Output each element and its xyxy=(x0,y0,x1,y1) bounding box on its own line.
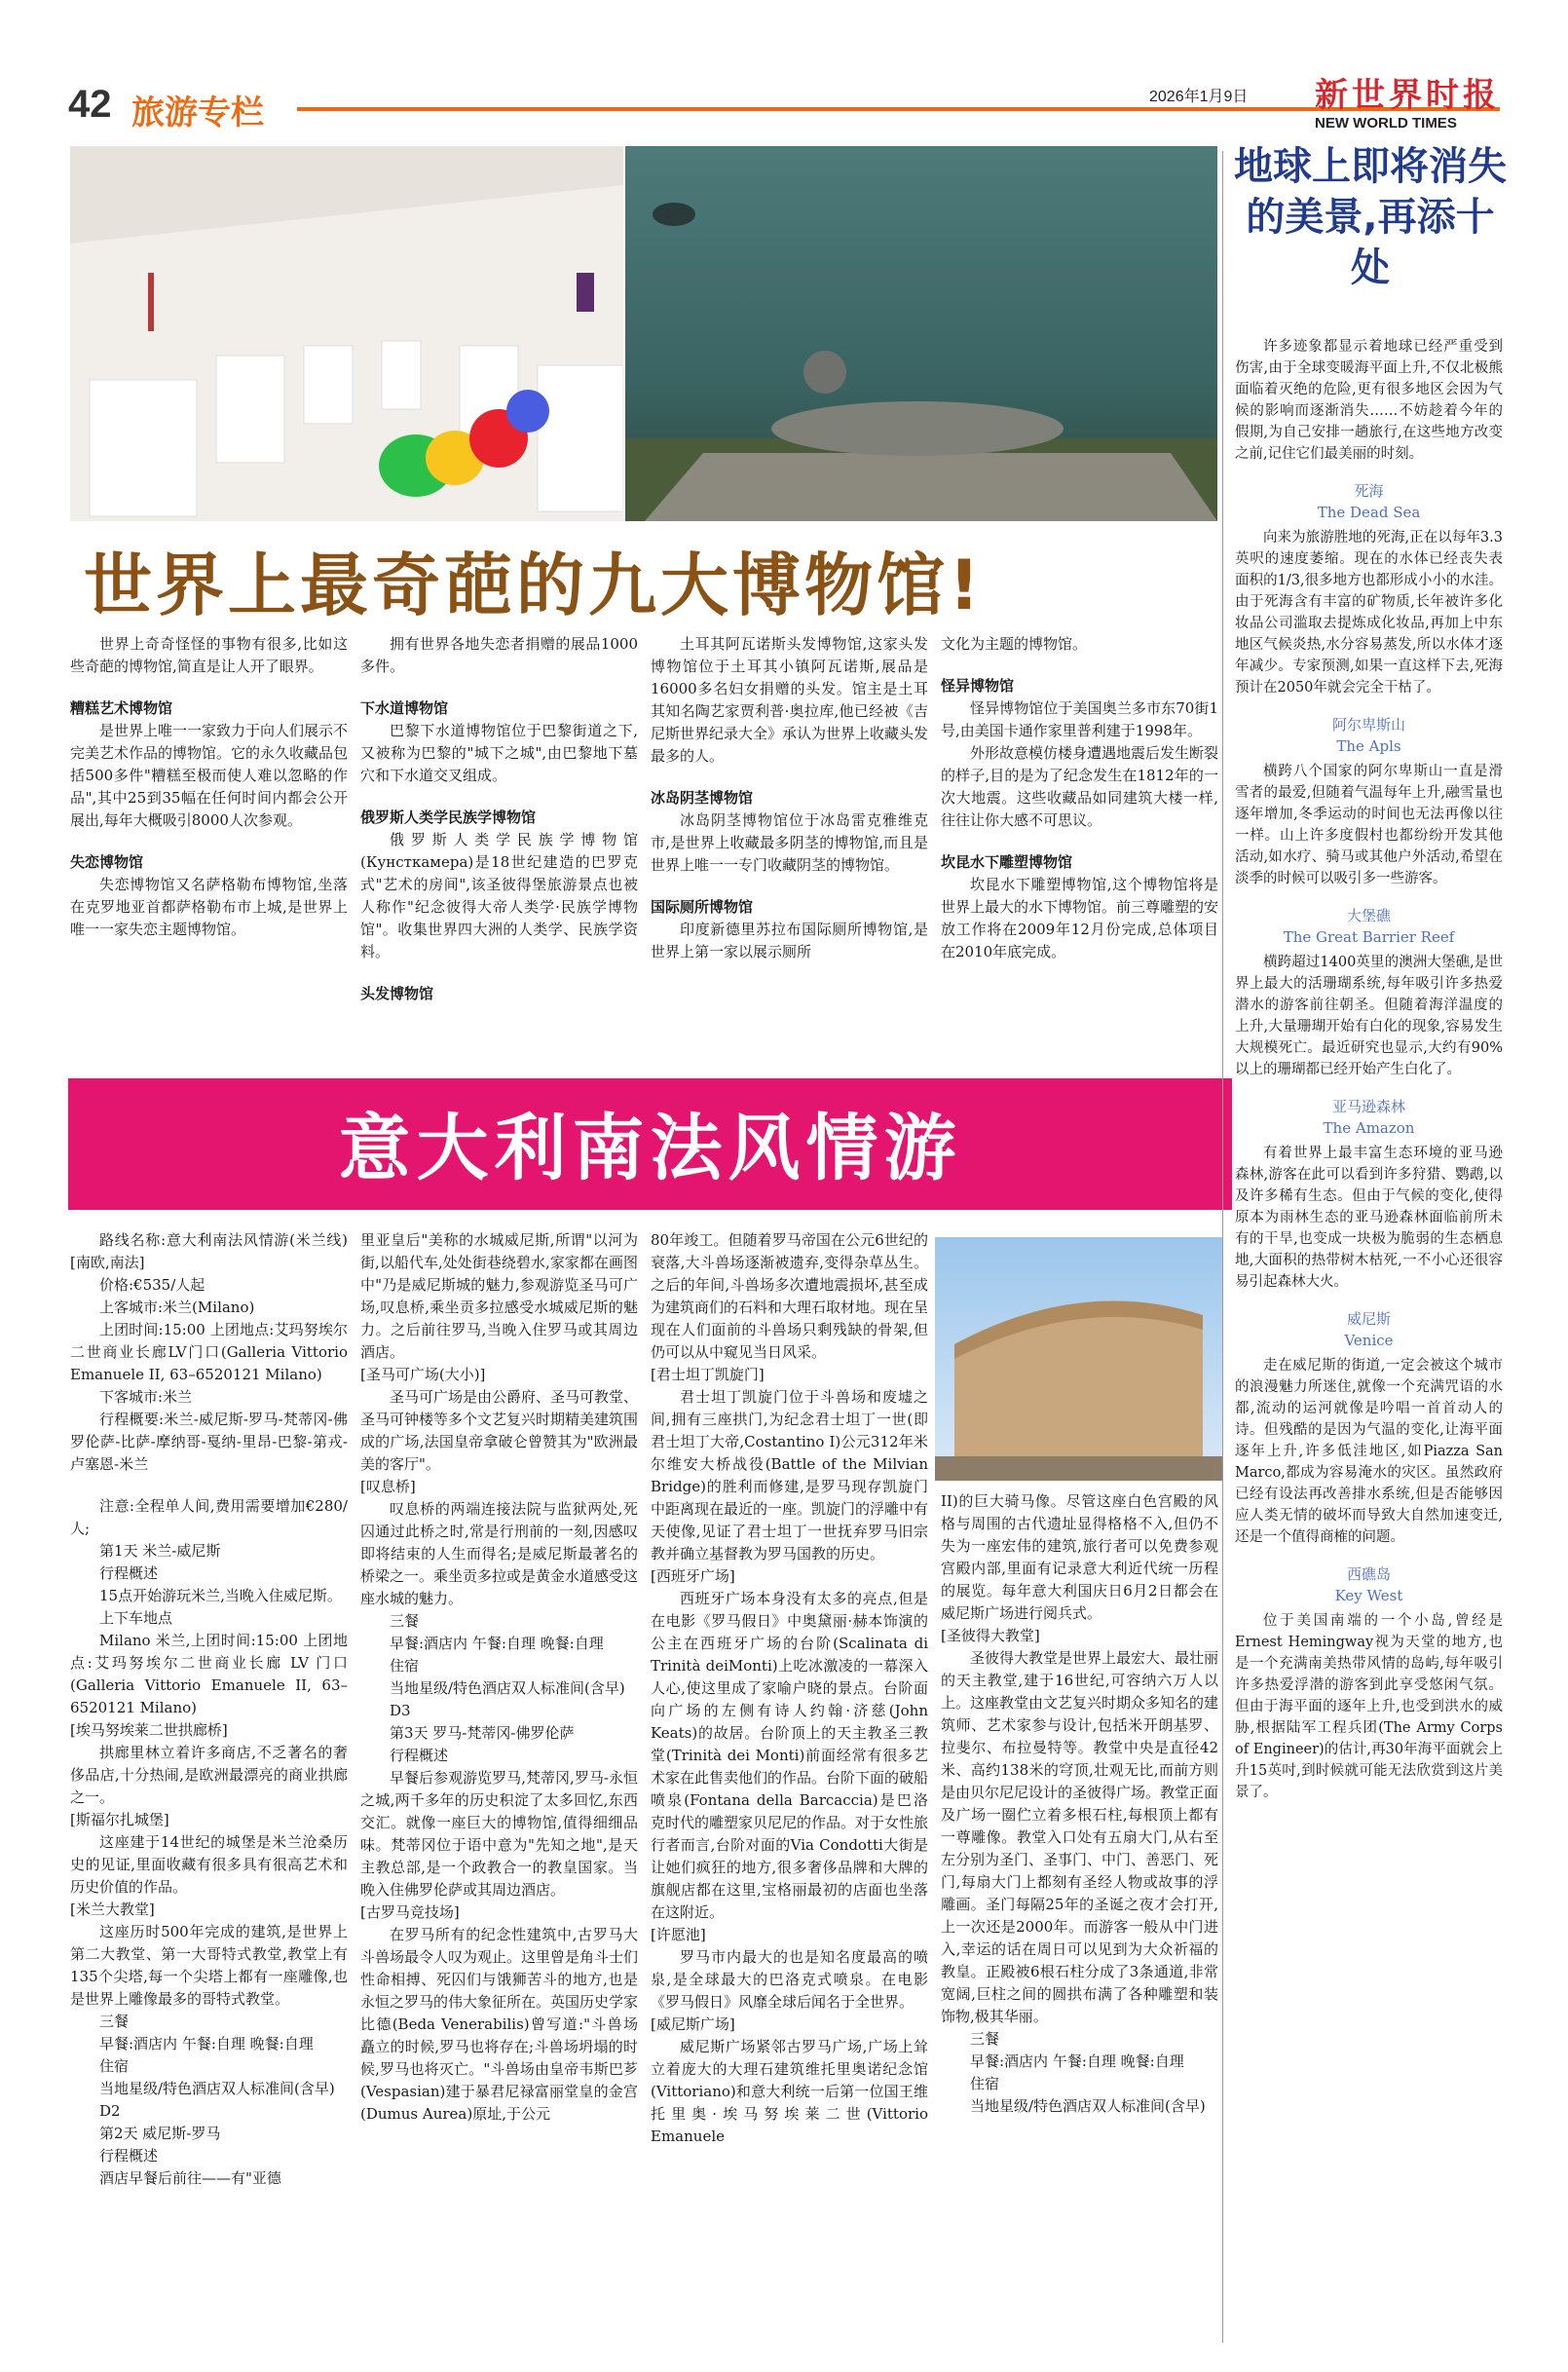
place-name-en: Venice xyxy=(1344,1332,1394,1349)
sidebar-item xyxy=(1235,1563,1503,1803)
italy-line: 君士坦丁凯旋门位于斗兽场和废墟之间,拥有三座拱门,为纪念君士坦丁一世(即君士坦丁大帝,Costantino I)公元312年米尔维安大桥战役(Battle of the Milvian Bridge)的胜利而修建,是罗马现存凯旋门中距离现在最近的一座。凯旋门的浮雕中有天使像,见证了君士坦丁一世抚弃罗马旧宗教并确立基督教为罗马国教的历史。 xyxy=(651,1388,929,1563)
museum-text: 土耳其阿瓦诺斯头发博物馆,这家头发博物馆位于土耳其小镇阿瓦诺斯,展品是16000多名妇女捐赠的头发。馆主是土耳其知名陶艺家贾利普·奥拉库,他已经被《吉尼斯世界纪录大全》承认为世界上收藏头发最多的人。 xyxy=(651,635,929,765)
place-name-cn: 威尼斯 xyxy=(1346,1310,1391,1328)
italy-line: 三餐 xyxy=(99,2013,130,2030)
italy-line: 行程概述 xyxy=(99,1564,159,1582)
italy-line: 威尼斯广场紧邻古罗马广场,广场上耸立着庞大的大理石建筑维托里奥诺纪念馆(Vittoriano)和意大利统一后第一位国王维托里奥·埃马努埃莱二世(Vittorio Emanuele xyxy=(651,2038,928,2145)
underwater-sculpture-photo xyxy=(625,146,1217,521)
italy-line: 第2天 威尼斯-罗马 xyxy=(99,2125,221,2142)
museum-heading: 坎昆水下雕塑博物馆 xyxy=(941,853,1073,871)
sidebar-item xyxy=(1235,1096,1503,1293)
italy-line: [埃马努埃莱二世拱廊桥] xyxy=(70,1721,228,1739)
italy-line: 当地星级/特色酒店双人标准间(含早) xyxy=(970,2097,1206,2115)
museums-column-1 xyxy=(70,633,348,941)
italy-line: 住宿 xyxy=(390,1657,420,1675)
museum-text: 巴黎下水道博物馆位于巴黎街道之下,又被称为巴黎的"城下之城",由巴黎地下墓穴和下水道交叉组成。 xyxy=(360,722,638,784)
italy-line: 行程概述 xyxy=(99,2147,159,2165)
place-name-en: The Great Barrier Reef xyxy=(1283,928,1455,946)
place-name-cn: 大堡礁 xyxy=(1346,907,1391,924)
italy-line: 80年竣工。但随着罗马帝国在公元6世纪的衰落,大斗兽场逐渐被遗弃,变得杂草丛生。之后的年间,斗兽场多次遭地震损坏,甚至成为建筑商们的石料和大理石取材地。现在呈现在人们面前的斗兽场只剩残缺的骨架,但仍可以从中窥见当日风采。 xyxy=(651,1231,929,1361)
museum-heading: 下水道博物馆 xyxy=(360,699,449,717)
italy-line: 当地星级/特色酒店双人标准间(含早) xyxy=(99,2080,335,2097)
italy-line: 这座历时500年完成的建筑,是世界上第二大教堂、第一大哥特式教堂,教堂上有135个尖塔,每一个尖塔上都有一座雕像,也是世界上雕像最多的哥特式教堂。 xyxy=(70,1923,348,2008)
italy-line: 西班牙广场本身没有太多的亮点,但是在电影《罗马假日》中奥黛丽·赫本饰演的公主在西班牙广场的台阶(Scalinata di Trinità deiMonti)上吃冰激凌的一幕深入人心,使这里成了家喻户晓的景点。台阶面向广场的左侧有诗人约翰·济慈(John Keats)的故居。台阶顶上的天主教圣三教堂(Trinità dei Monti)前面经常有很多艺术家在此售卖他们的作品。台阶下面的破船喷泉(Fontana della Barcaccia)是巴洛克时代的雕塑家贝尼尼的作品。对于女性旅行者而言,台阶对面的Via Condotti大街是让她们疯狂的地方,很多奢侈品牌和大牌的旗舰店都在这里,宝格丽最初的店面也坐落在这附近。 xyxy=(651,1590,929,1921)
place-name-cn: 死海 xyxy=(1354,482,1384,500)
museums-column-2 xyxy=(360,633,638,1005)
sidebar-item xyxy=(1235,480,1503,698)
museum-heading: 怪异博物馆 xyxy=(941,677,1015,695)
place-text: 向来为旅游胜地的死海,正在以每年3.3英呎的速度萎缩。现在的水体已经丧失表面积的1/3,很多地方也都形成小小的水洼。由于死海含有丰富的矿物质,长年被许多化妆品公司滥取去提炼成化妆品,再加上中东地区气候炎热,水分容易蒸发,所以水体才逐年减少。专家预测,如果一直这样下去,死海预计在2050年就会完全干枯了。 xyxy=(1235,530,1503,696)
museum-text: 外形故意模仿楼身遭遇地震后发生断裂的样子,目的是为了纪念发生在1812年的一次大地震。这些收藏品如同建筑大楼一样,往往让你大感不可思议。 xyxy=(941,744,1219,829)
museum-heading: 糟糕艺术博物馆 xyxy=(70,699,173,717)
museums-headline: 世界上最奇葩的九大博物馆! xyxy=(84,546,984,625)
italy-line: 拱廊里林立着许多商店,不乏著名的奢侈品店,十分热闹,是欧洲最漂亮的商业拱廊之一。 xyxy=(70,1744,348,1806)
place-name-cn: 亚马逊森林 xyxy=(1331,1098,1405,1115)
sidebar-item xyxy=(1235,905,1503,1080)
italy-line: 圣彼得大教堂是世界上最宏大、最壮丽的天主教堂,建于16世纪,可容纳六万人以上。这座教堂由文艺复兴时期众多知名的建筑师、艺术家参与设计,包括米开朗基罗、拉斐尔、布拉曼特等。教堂中央是直径42米、高约138米的穹顶,壮观无比,而前方则是由贝尔尼尼设计的圣彼得广场。教堂正面及广场一圈伫立着多根石柱,每根顶上都有一尊雕像。教堂入口处有五扇大门,从右至左分别为圣门、圣事门、中门、善恶门、死门,每扇大门上都刻有圣经人物或故事的浮雕画。圣门每隔25年的圣诞之夜才会打开,上一次还是2000年。而游客一般从中门进入,幸运的话在周日可以见到为大众祈福的教皇。正殿被6根石柱分成了3条通道,非常宽阔,巨柱之间的圆拱布满了各种雕塑和装饰物,极其华丽。 xyxy=(941,1649,1219,2025)
italy-line: [君士坦丁凯旋门] xyxy=(651,1366,765,1383)
section-title: 旅游专栏 xyxy=(131,94,264,132)
italy-column-2 xyxy=(360,1229,638,2126)
museum-heading: 冰岛阴茎博物馆 xyxy=(651,789,754,807)
museum-heading: 俄罗斯人类学民族学博物馆 xyxy=(360,809,537,826)
italy-line: 圣马可广场是由公爵府、圣马可教堂、圣马可钟楼等多个文艺复兴时期精美建筑围成的广场,法国皇帝拿破仑曾赞其为"欧洲最美的客厅"。 xyxy=(360,1388,639,1473)
italy-line: 三餐 xyxy=(390,1612,420,1630)
italy-line: 在罗马所有的纪念性建筑中,古罗马大斗兽场最令人叹为观止。这里曾是角斗士们性命相搏、死囚们与饿狮苦斗的地方,也是永恒之罗马的伟大象征所在。英国历史学家比德(Beda Venerabilis)曾写道:"斗兽场矗立的时候,罗马也将存在;斗兽场坍塌的时候,罗马也将灭亡。"斗兽场由皇帝韦斯巴芗(Vespasian)建于暴君尼禄富丽堂皇的金宫(Dumus Aurea)原址,于公元 xyxy=(360,1926,639,2123)
museum-heading: 头发博物馆 xyxy=(360,985,434,1002)
italy-line: 15点开始游玩米兰,当晚入住威尼斯。 xyxy=(99,1587,342,1604)
sidebar-column xyxy=(1235,336,1503,1803)
place-text: 有着世界上最丰富生态环境的亚马逊森林,游客在此可以看到许多狩猎、鹦鹉,以及许多稀有生态。但由于气候的变化,使得原本为雨林生态的亚马逊森林面临前所未有的干旱,也变成一块极为脆弱的生态栖息地,大面积的热带树木枯死,一不小心还很容易引起森林大火。 xyxy=(1235,1146,1503,1290)
italy-line: 第1天 米兰-威尼斯 xyxy=(99,1542,221,1560)
italy-line: 第3天 罗马-梵蒂冈-佛罗伦萨 xyxy=(390,1724,575,1742)
place-text: 位于美国南端的一个小岛,曾经是Ernest Hemingway视为天堂的地方,也是一个充满南美热带风情的岛屿,每年吸引许多热爱浮潜的游客到此享受悠闲气氛。但由于海平面的逐年上升,也受到洪水的威胁,根据陆军工程兵团(The Army Corps of Engineer)的估计,再30年海平面就会上升15英吋,到时候就可能无法欣赏到这片美景了。 xyxy=(1235,1613,1503,1800)
italy-line: [西班牙广场] xyxy=(651,1567,735,1585)
italy-column-3 xyxy=(651,1229,928,2148)
italy-line: 行程概要:米兰-威尼斯-罗马-梵蒂冈-佛罗伦萨-比萨-摩纳哥-戛纳-里昂-巴黎-第戎-卢塞恩-米兰 xyxy=(70,1411,348,1473)
italy-column-4 xyxy=(941,1490,1218,2118)
issue-date: 2026年1月9日 xyxy=(1149,89,1249,105)
sidebar-headline: 地球上即将消失的美景,再添十处 xyxy=(1234,144,1507,290)
museum-text: 冰岛阴茎博物馆位于冰岛雷克雅维克市,是世界上收藏最多阴茎的博物馆,而且是世界上唯一一专门收藏阴茎的博物馆。 xyxy=(651,811,928,874)
museum-heading: 失恋博物馆 xyxy=(70,853,144,871)
italy-headline: 意大利南法风情游 xyxy=(338,1107,962,1190)
colosseum-photo xyxy=(935,1237,1222,1481)
museum-text: 坎昆水下雕塑博物馆,这个博物馆将是世界上最大的水下博物馆。前三尊雕塑的安放工作将在2009年12月份完成,总体项目在2010年底完成。 xyxy=(941,876,1219,960)
museums-column-3 xyxy=(651,633,928,963)
museum-text: 俄罗斯人类学民族学博物馆(Кунсткамера)是18世纪建造的巴罗克式"艺术的房间",该圣彼得堡旅游景点也被人称作"纪念彼得大帝人类学·民族学博物馆"。收集世界四大洲的人类学、民族学资料。 xyxy=(360,831,638,960)
place-name-en: The Dead Sea xyxy=(1317,504,1421,521)
italy-line: [叹息桥] xyxy=(360,1478,416,1495)
italy-line: 上下车地点 xyxy=(99,1609,173,1627)
italy-line: 路线名称:意大利南法风情游(米兰线)[南欧,南法] xyxy=(70,1231,348,1271)
italy-line: [圣彼得大教堂] xyxy=(941,1627,1040,1644)
italy-line: 早餐:酒店内 午餐:自理 晚餐:自理 xyxy=(99,2035,314,2052)
italy-line: 里亚皇后"美称的水城威尼斯,所谓"以河为街,以船代车,处处街巷绕碧水,家家都在画图中"乃是威尼斯城的魅力,参观游览圣马可广场,叹息桥,乘坐贡多拉感受水城威尼斯的魅力。之后前往罗马,当晚入住罗马或其周边酒店。 xyxy=(360,1231,638,1361)
masthead-logo: 新世界时报 xyxy=(1315,76,1500,115)
italy-line: 这座建于14世纪的城堡是米兰沧桑历史的见证,里面收藏有很多具有很高艺术和历史价值的作品。 xyxy=(70,1833,348,1896)
museum-text: 印度新德里苏拉布国际厕所博物馆,是世界上第一家以展示厕所 xyxy=(651,921,928,960)
italy-line: 下客城市:米兰 xyxy=(99,1388,193,1406)
museums-column-4 xyxy=(941,633,1218,963)
italy-line: [许愿池] xyxy=(651,1926,706,1943)
museum-text: 失恋博物馆又名萨格勒布博物馆,坐落在克罗地亚首都萨格勒布市上城,是世界上唯一一家失恋主题博物馆。 xyxy=(70,876,348,938)
place-text: 横跨超过1400英里的澳洲大堡礁,是世界上最大的活珊瑚系统,每年吸引许多热爱潜水的游客前往朝圣。但随着海洋温度的上升,大量珊瑚开始有白化的现象,容易发生大规模死亡。最近研究也显示,大约有90%以上的珊瑚都已经开始产生白化了。 xyxy=(1235,955,1503,1077)
italy-line: 住宿 xyxy=(970,2075,1000,2092)
museums-intro: 世界上奇奇怪怪的事物有很多,比如这些奇葩的博物馆,简直是让人开了眼界。 xyxy=(70,635,348,675)
italy-line: Milano 米兰,上团时间:15:00 上团地点:艾玛努埃尔二世商业长廊 LV 门口(Galleria Vittorio Emanuele II, 63–6520121 Milano) xyxy=(70,1632,348,1716)
place-name-en: Key West xyxy=(1334,1587,1403,1604)
museum-text: 文化为主题的博物馆。 xyxy=(941,635,1088,653)
italy-line: 早餐:酒店内 午餐:自理 晚餐:自理 xyxy=(390,1635,604,1652)
museum-text: 拥有世界各地失恋者捐赠的展品1000多件。 xyxy=(360,635,638,675)
museum-heading: 国际厕所博物馆 xyxy=(651,898,754,916)
place-text: 走在威尼斯的街道,一定会被这个城市的浪漫魅力所迷住,就像一个充满咒语的水都,流动的运河就像是吟唱一首首动人的诗。但残酷的是因为气温的变化,让海平面逐年上升,许多低洼地区,如Piazza San Marco,都成为容易淹水的灾区。虽然政府已经有设法再改善排水系统,但是否能够因应人类无情的破坏而导致大自然加速变迁,还是一个值得商榷的问题。 xyxy=(1235,1358,1503,1545)
italy-line: 行程概述 xyxy=(390,1747,449,1764)
italy-line: D2 xyxy=(99,2102,121,2120)
place-text: 横跨八个国家的阿尔卑斯山一直是滑雪者的最爱,但随着气温每年上升,融雪量也逐年增加,冬季运动的时间也无法再像以往一样。山上许多度假村也都纷纷开发其他活动,如水疗、骑马或其他户外活动,希望在淡季的时候可以吸引多一些游客。 xyxy=(1235,764,1503,886)
italy-column-1 xyxy=(70,1229,348,2190)
italy-line: 叹息桥的两端连接法院与监狱两处,死囚通过此桥之时,常是行刑前的一刻,因感叹即将结束的人生而得名;是威尼斯最著名的桥梁之一。乘坐贡多拉或是黄金水道感受这座水城的魅力。 xyxy=(360,1500,639,1607)
italy-line: 早餐后参观游览罗马,梵蒂冈,罗马-永恒之城,两千多年的历史积淀了太多回忆,东西交汇。就像一座巨大的博物馆,值得细细品味。梵蒂冈位于语中意为"先知之地",是天主教总部,是一个政教合一的教皇国家。当晚入住佛罗伦萨或其周边酒店。 xyxy=(360,1769,638,1899)
italy-line: [威尼斯广场] xyxy=(651,2015,735,2033)
museum-interior-photo xyxy=(70,146,623,521)
place-name-cn: 西礁岛 xyxy=(1346,1565,1391,1583)
sidebar-item xyxy=(1235,714,1503,889)
italy-line: [古罗马竞技场] xyxy=(360,1903,460,1921)
museum-text: 是世界上唯一一家致力于向人们展示不完美艺术作品的博物馆。它的永久收藏品包括500多件"糟糕至极而使人难以忽略的作品",其中25到35幅在任何时间内都会公开展出,每年大概吸引8000人次参观。 xyxy=(70,722,349,829)
italy-line: 罗马市内最大的也是知名度最高的喷泉,是全球最大的巴洛克式喷泉。在电影《罗马假日》风靡全球后闻名于全世界。 xyxy=(651,1948,928,2011)
italy-line: II)的巨大骑马像。尽管这座白色宫殿的风格与周围的古代遗址显得格格不入,但仍不失为一座宏伟的建筑,旅行者可以免费参观宫殿内部,里面有记录意大利近代统一历程的展览。每年意大利国庆日6月2日都会在威尼斯广场进行阅兵式。 xyxy=(941,1492,1218,1622)
place-name-en: The Amazon xyxy=(1323,1119,1415,1137)
italy-line: 当地星级/特色酒店双人标准间(含早) xyxy=(390,1679,625,1697)
italy-line: 上团时间:15:00 上团地点:艾玛努埃尔二世商业长廊LV门口(Galleria Vittorio Emanuele II, 63–6520121 Milano) xyxy=(70,1321,348,1383)
italy-line: [圣马可广场(大小)] xyxy=(360,1366,486,1383)
page-number: 42 xyxy=(68,83,112,126)
italy-line: [米兰大教堂] xyxy=(70,1901,155,1918)
italy-line: 上客城市:米兰(Milano) xyxy=(99,1299,255,1316)
sidebar-item xyxy=(1235,1308,1503,1548)
italy-line: 住宿 xyxy=(99,2057,130,2075)
italy-line: 注意:全程单人间,费用需要增加€280/人; xyxy=(70,1497,348,1537)
place-name-en: The Apls xyxy=(1336,737,1401,755)
italy-line: 价格:€535/人起 xyxy=(99,1276,205,1294)
italy-line: 酒店早餐后前往——有"亚德 xyxy=(99,2169,281,2187)
italy-line: [斯福尔扎城堡] xyxy=(70,1811,169,1828)
italy-line: 三餐 xyxy=(970,2030,1000,2048)
italy-line: D3 xyxy=(390,1702,411,1719)
sidebar-intro: 许多迹象都显示着地球已经严重受到伤害,由于全球变暖海平面上升,不仅北极熊面临着灭绝的危险,更有很多地区会因为气候的影响而逐渐消失……不妨趁着今年的假期,为自己安排一趟旅行,在这些地方改变之前,记住它们最美丽的时刻。 xyxy=(1235,339,1503,462)
place-name-cn: 阿尔卑斯山 xyxy=(1331,716,1405,734)
museum-text: 怪异博物馆位于美国奥兰多市东70街1号,由美国卡通作家里普利建于1998年。 xyxy=(941,699,1218,739)
column-divider xyxy=(1222,151,1223,2343)
italy-line: 早餐:酒店内 午餐:自理 晚餐:自理 xyxy=(970,2052,1184,2070)
masthead-english: NEW WORLD TIMES xyxy=(1315,115,1457,132)
